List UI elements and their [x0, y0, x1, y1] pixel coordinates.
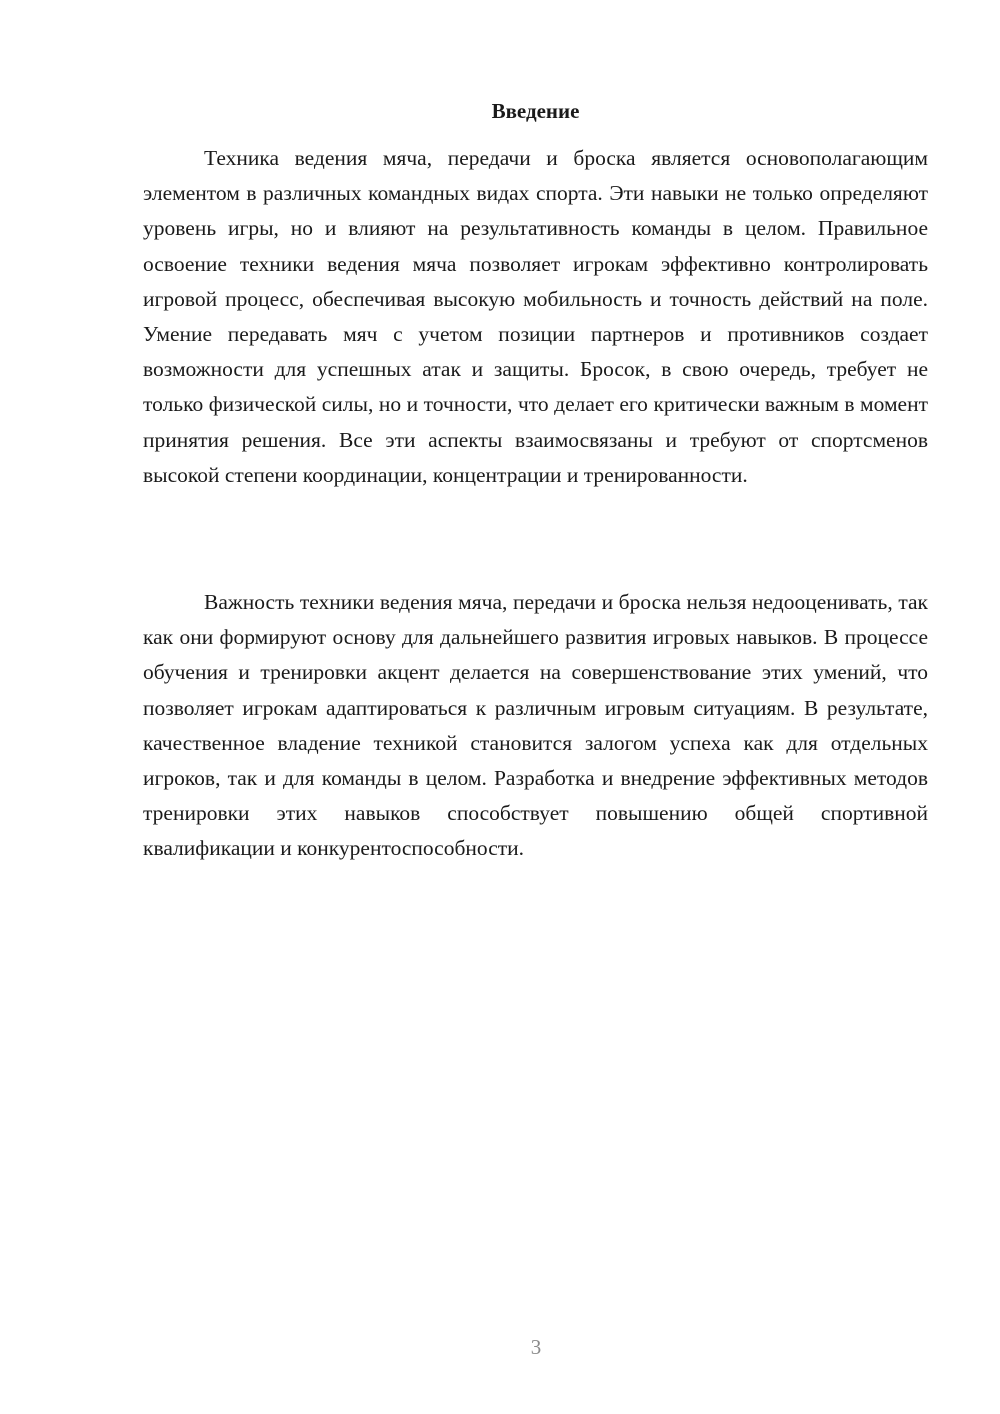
page-number: 3: [530, 1335, 542, 1359]
paragraph-2: Важность техники ведения мяча, передачи и броска нельзя недооценивать, так как они формируют основу для дальнейшего развития игровых навыков. В процессе обучения и тренировки акцент делается на совершенствование этих умений, что позволяет игрокам адаптироваться к различным игровым ситуациям. В результате, качественное владение техникой становится залогом успеха как для отдельных игроков, так и для команды в целом. Разработка и внедрение эффективных методов тренировки этих навыков способствует повышению общей спортивной квалификации и конкурентоспособности.: [143, 590, 928, 861]
paragraph-1: Техника ведения мяча, передачи и броска является основополагающим элементом в различных командных видах спорта. Эти навыки не только определяют уровень игры, но и влияют на результативность команды в целом. Правильное освоение техники ведения мяча позволяет игрокам эффективно контролировать игровой процесс, обеспечивая высокую мобильность и точность действий на поле. Умение передавать мяч с учетом позиции партнеров и противников создает возможности для успешных атак и защиты. Бросок, в свою очередь, требует не только физической силы, но и точности, что делает его критически важным в момент принятия решения. Все эти аспекты взаимосвязаны и требуют от спортсменов высокой степени координации, концентрации и тренированности.: [143, 146, 928, 487]
section-heading: Введение: [491, 99, 580, 123]
